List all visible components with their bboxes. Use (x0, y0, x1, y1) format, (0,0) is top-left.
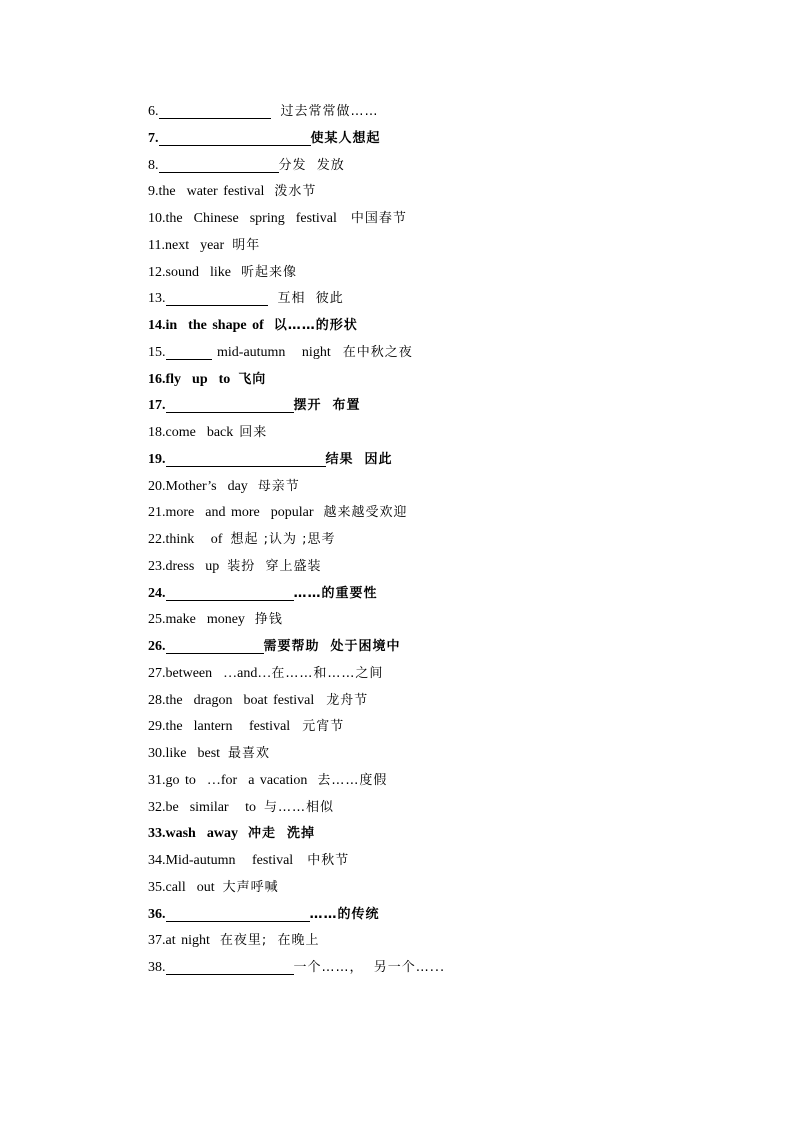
chinese-meaning: ……的传统 (309, 906, 380, 922)
english-phrase: wash away (165, 826, 238, 842)
chinese-meaning: 最喜欢 (228, 746, 271, 761)
chinese-meaning: 越来越受欢迎 (323, 505, 408, 521)
item-number: 17. (148, 398, 166, 414)
list-item (148, 558, 768, 585)
list-item (148, 531, 768, 558)
item-number: 35. (148, 879, 166, 895)
chinese-meaning: 一个……， 另一个…... (293, 960, 446, 975)
item-number: 14. (148, 318, 166, 333)
chinese-meaning: 使某人想起 (310, 130, 381, 146)
item-number: 16. (148, 371, 166, 387)
chinese-meaning: 摆开 布置 (293, 398, 361, 414)
english-phrase: come back (165, 425, 234, 440)
chinese-meaning: 元宵节 (302, 719, 345, 735)
list-item (148, 665, 768, 692)
list-item (148, 585, 768, 612)
chinese-meaning: 需要帮助 处于困境中 (263, 639, 401, 654)
english-phrase: next year (164, 237, 225, 253)
item-number: 8. (148, 157, 159, 173)
list-item (148, 103, 768, 130)
chinese-meaning: 想起 ;认为 ;思考 (230, 532, 336, 547)
chinese-meaning: 母亲节 (257, 478, 300, 494)
item-number: 12. (148, 264, 166, 280)
vocabulary-list (148, 103, 768, 986)
item-number: 15. (148, 344, 166, 360)
chinese-meaning: 中秋节 (307, 853, 350, 868)
chinese-meaning: 在……和……之间 (271, 665, 384, 681)
list-item (148, 130, 768, 157)
list-item (148, 825, 768, 852)
list-item (148, 959, 768, 986)
english-phrase: Mid-autumn festival (165, 853, 294, 868)
item-number: 13. (148, 291, 166, 307)
fill-in-blank (166, 585, 294, 601)
item-number: 29. (148, 719, 166, 735)
fill-in-blank (166, 906, 310, 922)
english-phrase: more and more popular (165, 505, 314, 521)
list-item (148, 264, 768, 291)
item-number: 7. (148, 130, 159, 146)
item-number: 38. (148, 960, 166, 975)
item-number: 33. (148, 826, 166, 842)
item-number: 19. (148, 451, 166, 467)
item-number: 34. (148, 853, 166, 868)
item-number: 20. (148, 478, 166, 494)
english-phrase: be similar to (165, 799, 256, 815)
list-item (148, 932, 768, 959)
chinese-meaning: 挣钱 (254, 612, 283, 628)
list-item (148, 745, 768, 772)
item-number: 6. (148, 104, 159, 119)
list-item (148, 210, 768, 237)
chinese-meaning: 飞向 (238, 371, 267, 387)
chinese-meaning: 在中秋之夜 (342, 344, 413, 360)
item-number: 28. (148, 692, 166, 708)
item-number: 25. (148, 612, 166, 628)
fill-in-blank (166, 397, 294, 413)
chinese-meaning: 龙舟节 (326, 692, 369, 708)
english-phrase: fly up to (165, 371, 231, 387)
list-item (148, 157, 768, 184)
chinese-meaning: 在夜里; 在晚上 (219, 933, 320, 949)
list-item (148, 290, 768, 317)
english-phrase: go to …for a vacation (165, 772, 308, 788)
fill-in-blank (159, 157, 279, 173)
chinese-meaning: ……的重要性 (293, 585, 378, 601)
chinese-meaning: 装扮 穿上盛装 (227, 558, 322, 574)
english-phrase: mid-autumn night (211, 344, 331, 360)
list-item (148, 638, 768, 665)
fill-in-blank (166, 638, 264, 654)
english-phrase: at night (165, 933, 210, 949)
chinese-meaning: 去……度假 (317, 772, 388, 788)
list-item (148, 183, 768, 210)
chinese-meaning: 泼水节 (274, 184, 317, 200)
item-number: 36. (148, 906, 166, 922)
english-phrase: make money (165, 612, 245, 628)
fill-in-blank (159, 103, 271, 119)
english-phrase: the Chinese spring festival (165, 211, 337, 226)
list-item (148, 344, 768, 371)
item-number: 31. (148, 772, 166, 788)
item-number: 32. (148, 799, 166, 815)
item-number: 23. (148, 558, 166, 574)
fill-in-blank (159, 130, 311, 146)
chinese-meaning: 过去常常做…… (280, 104, 379, 119)
list-item (148, 852, 768, 879)
english-phrase: the dragon boat festival (165, 692, 315, 708)
item-number: 10. (148, 211, 166, 226)
list-item (148, 772, 768, 799)
list-item (148, 504, 768, 531)
list-item (148, 371, 768, 398)
list-item (148, 692, 768, 719)
item-number: 11. (148, 237, 165, 253)
list-item (148, 397, 768, 424)
chinese-meaning: 中国春节 (350, 211, 407, 226)
fill-in-blank (166, 451, 326, 467)
item-number: 27. (148, 665, 166, 681)
english-phrase: think of (165, 532, 223, 547)
list-item (148, 424, 768, 451)
chinese-meaning: 回来 (239, 425, 268, 440)
fill-in-blank (166, 959, 294, 975)
english-phrase: like best (165, 746, 221, 761)
item-number: 37. (148, 933, 166, 949)
chinese-meaning: 与……相似 (264, 799, 335, 815)
item-number: 24. (148, 585, 166, 601)
english-phrase: Mother’s day (165, 478, 248, 494)
fill-in-blank (166, 290, 268, 306)
list-item (148, 718, 768, 745)
chinese-meaning: 互相 彼此 (277, 291, 344, 307)
fill-in-blank (166, 344, 212, 360)
item-number: 9. (148, 184, 159, 200)
list-item (148, 611, 768, 638)
list-item (148, 237, 768, 264)
item-number: 21. (148, 505, 166, 521)
list-item (148, 451, 768, 478)
item-number: 22. (148, 532, 166, 547)
chinese-meaning: 冲走 洗掉 (247, 826, 316, 842)
item-number: 30. (148, 746, 166, 761)
english-phrase: the lantern festival (165, 719, 291, 735)
chinese-meaning: 听起来像 (240, 264, 297, 280)
list-item (148, 317, 768, 344)
english-phrase: dress up (165, 558, 220, 574)
chinese-meaning: 结果 因此 (325, 451, 393, 467)
list-item (148, 478, 768, 505)
list-item (148, 879, 768, 906)
list-item (148, 799, 768, 826)
list-item (148, 906, 768, 933)
english-phrase: the water festival (158, 184, 265, 200)
english-phrase: sound like (165, 264, 231, 280)
chinese-meaning: 以……的形状 (273, 318, 358, 333)
item-number: 26. (148, 639, 166, 654)
chinese-meaning: 分发 发放 (278, 157, 345, 173)
english-phrase: in the shape of (165, 318, 264, 333)
english-phrase: call out (165, 879, 215, 895)
english-phrase: between …and… (165, 665, 272, 681)
chinese-meaning: 大声呼喊 (222, 879, 279, 895)
chinese-meaning: 明年 (232, 237, 261, 253)
item-number: 18. (148, 425, 166, 440)
